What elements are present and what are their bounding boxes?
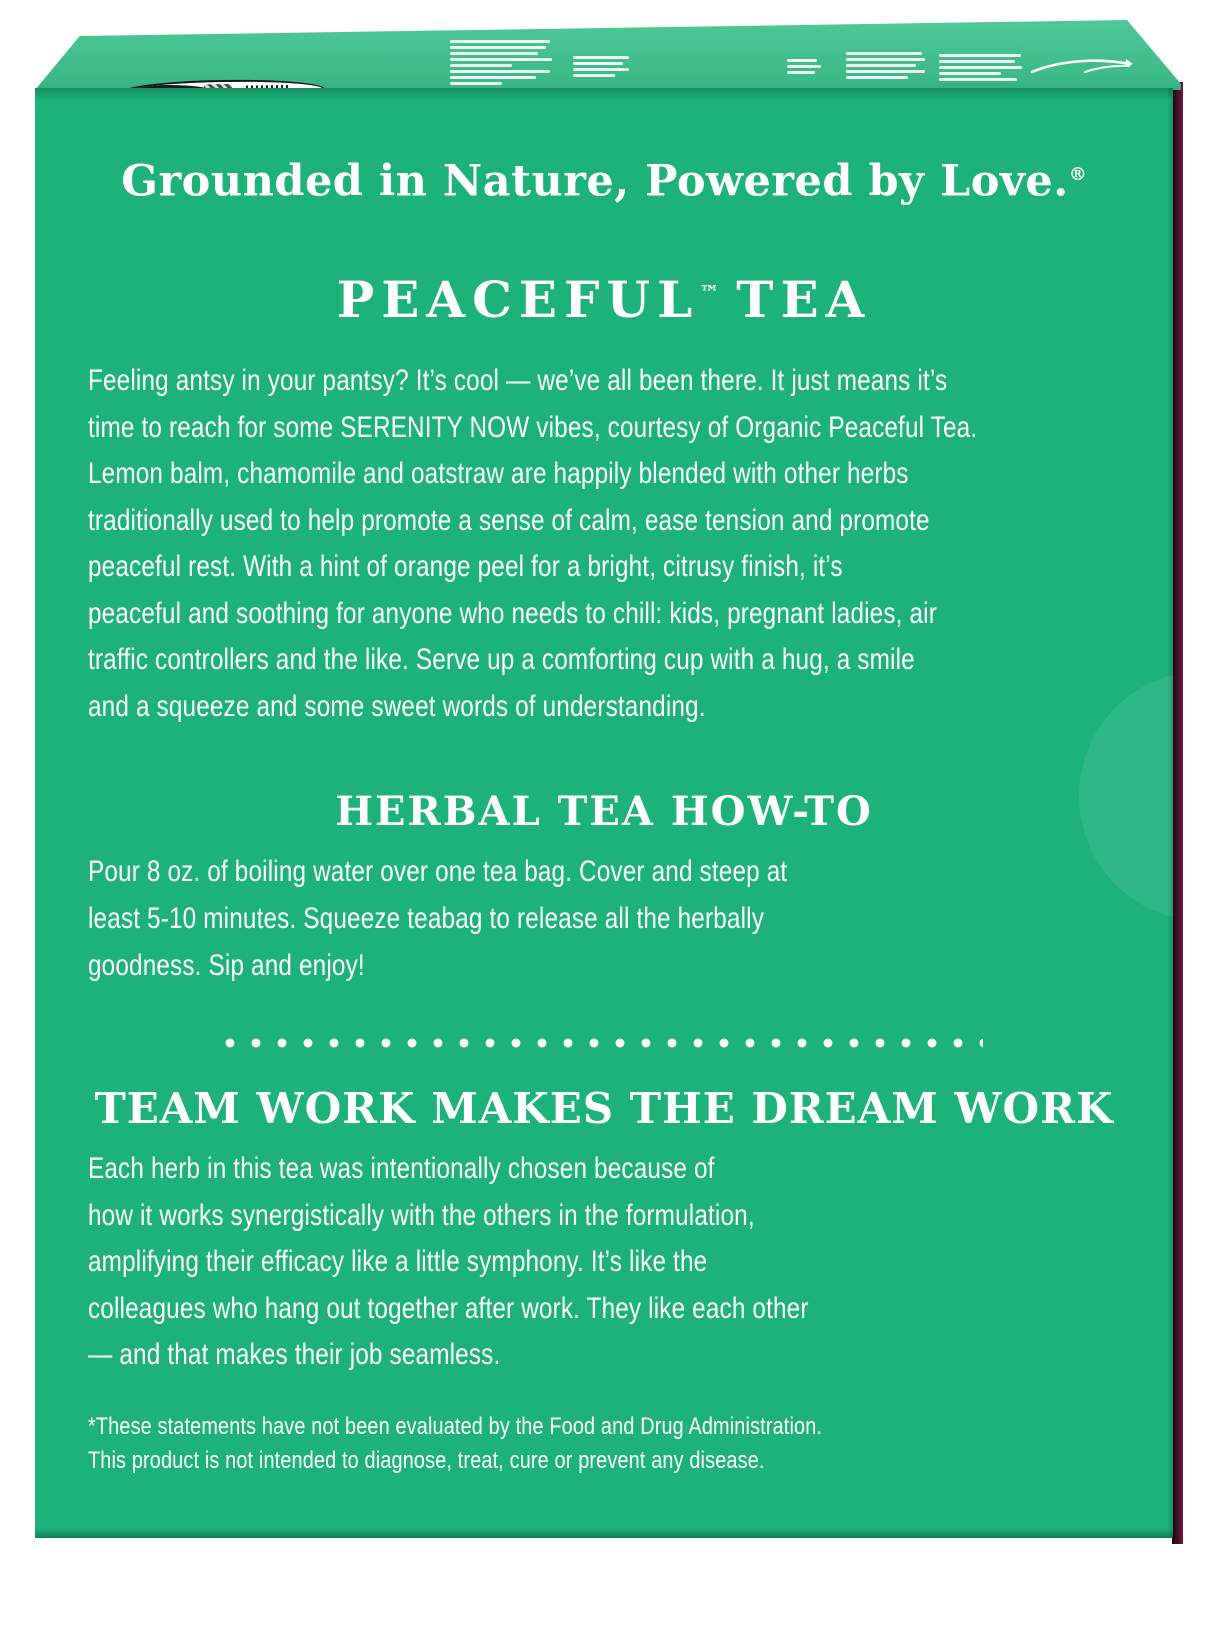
text-line: traditionally used to help promote a sense of calm, ease tension and promote — [88, 503, 930, 537]
flap-print-earth-icon — [846, 52, 925, 79]
text-line: Pour 8 oz. of boiling water over one tea bag. Cover and steep at — [88, 855, 788, 888]
registered-mark: ® — [1068, 164, 1087, 185]
product-description — [88, 358, 977, 730]
text-line: This product is not intended to diagnose, treat, cure or prevent any disease. — [88, 1446, 765, 1474]
product-title-suffix: TEA — [736, 270, 872, 329]
fda-disclaimer — [88, 1410, 822, 1477]
teamwork-description — [88, 1146, 809, 1379]
text-line: peaceful rest. With a hint of orange peel for a bright, citrusy finish, it’s — [88, 550, 843, 583]
brand-tagline — [35, 150, 1173, 206]
text-line: amplifying their efficacy like a little symphony. It’s like the — [88, 1245, 708, 1278]
text-line: Feeling antsy in your pantsy? It’s cool — we’ve all been there. It just means it’s — [88, 364, 948, 397]
flap-print-peaceful-tea-icon — [450, 40, 552, 85]
howto-instructions — [88, 848, 787, 989]
flap-print-organic-icon — [573, 56, 629, 77]
trademark-mark: ™ — [699, 280, 721, 305]
text-line: traffic controllers and the like. Serve up a comforting cup with a hug, a smile — [88, 643, 915, 676]
box-side-edge — [1172, 82, 1183, 1544]
text-line: least 5-10 minutes. Squeeze teabag to release all the herbally — [88, 902, 765, 935]
tagline-text: Grounded in Nature, Powered by Love. — [121, 156, 1069, 207]
flap-print-mama-icon — [939, 54, 1022, 81]
dotted-divider-icon — [225, 1038, 983, 1048]
product-title — [35, 270, 1173, 329]
howto-heading: HERBAL TEA HOW-TO — [335, 788, 873, 835]
flap-print-small-icon — [787, 59, 821, 74]
text-line: time to reach for some SERENITY NOW vibes, courtesy of Organic Peaceful Tea. — [88, 410, 978, 444]
text-line: *These statements have not been evaluated by the Food and Drug Administration. — [88, 1413, 823, 1440]
text-line: — and that makes their job seamless. — [88, 1338, 501, 1371]
text-line: and a squeeze and some sweet words of understanding. — [88, 689, 706, 723]
teamwork-heading: TEAM WORK MAKES THE DREAM WORK — [94, 1084, 1114, 1133]
box-top-flap — [35, 16, 1183, 90]
product-title-word: PEACEFUL — [336, 270, 700, 329]
text-line: peaceful and soothing for anyone who needs to chill: kids, pregnant ladies, air — [88, 596, 937, 630]
text-line: how it works synergistically with the others in the formulation, — [88, 1198, 755, 1232]
leaf-swoosh-icon — [1030, 56, 1135, 78]
text-line: goodness. Sip and enjoy! — [88, 949, 365, 982]
text-line: Each herb in this tea was intentionally chosen because of — [88, 1152, 715, 1185]
text-line: colleagues who hang out together after work. They like each other — [88, 1291, 809, 1325]
text-line: Lemon balm, chamomile and oatstraw are happily blended with other herbs — [88, 457, 909, 490]
box-front-panel — [35, 88, 1173, 1538]
